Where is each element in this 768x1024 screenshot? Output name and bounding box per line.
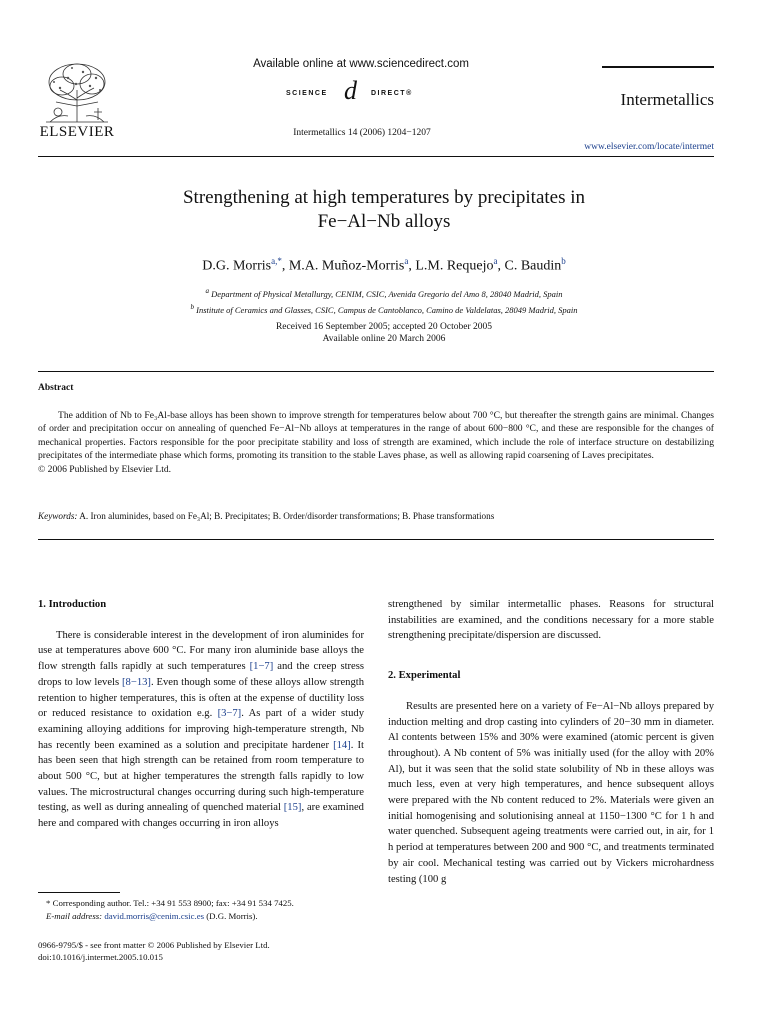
author-list [80, 256, 688, 275]
title-line-1: Strengthening at high temperatures by precipitates in [182, 187, 586, 208]
affiliations [80, 285, 688, 317]
affiliation-marker: a [205, 287, 210, 295]
journal-rule [602, 66, 714, 68]
author-name: D.G. Morris [202, 258, 272, 274]
reference-link[interactable]: [3−7] [217, 708, 242, 720]
article-dates [200, 321, 568, 345]
author-affiliation-link[interactable]: a,* [271, 256, 282, 266]
left-column [38, 597, 364, 832]
publisher-name: ELSEVIER [39, 124, 115, 140]
journal-name: Intermetallics [620, 90, 714, 109]
right-column [388, 597, 714, 887]
keywords [38, 511, 714, 521]
title-line-2: Fe−Al−Nb alloys [317, 211, 451, 232]
front-matter [38, 939, 364, 963]
available-date: Available online 20 March 2006 [322, 334, 446, 344]
keywords-label: Keywords: [38, 511, 78, 521]
abstract-top-rule [38, 371, 714, 372]
elsevier-tree-logo [38, 60, 116, 124]
author-affiliation-link[interactable]: a [493, 256, 498, 266]
footnote [38, 897, 364, 923]
journal-citation: Intermetallics 14 (2006) 1204−1207 [293, 128, 431, 138]
available-online-text: Available online at www.sciencedirect.com [253, 58, 469, 70]
abstract-copyright: © 2006 Published by Elsevier Ltd. [38, 463, 172, 475]
author-sep: , [408, 258, 416, 274]
abstract-heading: Abstract [38, 383, 74, 393]
author-affiliation-link[interactable]: a [404, 256, 409, 266]
author-affiliation-link[interactable]: b [561, 256, 566, 266]
abstract-body [38, 409, 714, 476]
introduction-continuation: strengthened by similar intermetallic phases. Reasons for structural instabilities are examined, and the conditions necessary for a more stable strengthening precipitate/dispersion are discussed. [388, 599, 714, 642]
affiliation-a [80, 285, 688, 301]
email-line [38, 910, 364, 923]
sd-science: SCIENCE [286, 90, 328, 97]
reference-link[interactable]: [14] [333, 739, 351, 751]
affiliation-marker: b [190, 302, 195, 311]
author-sep: , [497, 258, 505, 274]
author-name: L.M. Requejo [415, 258, 494, 274]
header-rule [38, 156, 714, 157]
doi-line: doi:10.1016/j.intermet.2005.10.015 [38, 952, 163, 962]
section-heading-introduction: 1. Introduction [38, 599, 107, 610]
reference-link[interactable]: [8−13] [122, 676, 151, 688]
sd-direct: DIRECT [371, 90, 407, 97]
reference-link[interactable]: [1−7] [249, 661, 274, 673]
email-link[interactable]: david.morris@cenim.csic.es [104, 911, 205, 921]
section-heading-experimental: 2. Experimental [388, 670, 461, 682]
email-suffix: (D.G. Morris). [204, 911, 258, 921]
affiliation-text: Institute of Ceramics and Glasses, CSIC, Campus de Cantoblanco, Camino de Valdelatas, 28049 Madrid, Spain [196, 304, 578, 315]
corresponding-author: * Corresponding author. Tel.: +34 91 553 8900; fax: +34 91 534 7425. [46, 898, 294, 908]
sd-mark: ® [406, 90, 413, 97]
introduction-paragraph: There is considerable interest in the development of iron aluminides for use at temperatures above 600 °C. For many iron aluminide base alloys the flow strength falls rapidly at such temperatures [1−7] and the creep stress drops to low levels [8−13]. Even though some of these alloys allow strength retention to higher temperatures, this is often at the expense of ductility loss or reduced resistance to oxidation e.g. [3−7]. As part of a wider study examining alloying additions for improving high-temperature strength, Nb has recently been examined as a solution and precipitate hardener [14]. It has been seen that high strength can be retained from room temperature to about 500 °C, but at higher temperatures the strength falls rapidly to low values. The microstructural changes occurring during such high-temperature testing, as well as during annealing of quenched material [15], are examined here and compared with changes occurring in iron alloys [38, 629, 364, 830]
sd-at-icon: d [344, 76, 357, 105]
author-sep: , [281, 258, 289, 274]
affiliation-b [80, 301, 688, 317]
email-label: E-mail address: [46, 911, 103, 921]
journal-url-link[interactable]: www.elsevier.com/locate/intermet [584, 142, 714, 152]
issn-line: 0966-9795/$ - see front matter © 2006 Published by Elsevier Ltd. [38, 940, 270, 950]
author-name: C. Baudin [504, 258, 562, 274]
article-title [80, 186, 688, 234]
sciencedirect-logo [248, 76, 478, 106]
footnote-rule [38, 892, 120, 893]
affiliation-text: Department of Physical Metallurgy, CENIM, CSIC, Avenida Gregorio del Amo 8, 28040 Madrid, Spain [211, 288, 563, 299]
abstract-bottom-rule [38, 539, 714, 540]
experimental-paragraph: Results are presented here on a variety of Fe−Al−Nb alloys prepared by induction melting and drop casting into cylinders of 20−30 mm in diameter. Al contents between 15% and 30% were examined (atomic percent is given throughout). A Nb content of 5% was initially used (for the alloy with 20% Al), but it was seen that the solid state solubility of Nb in these alloys was much less, even at very high temperatures, and hence subsequent alloys were prepared with the Nb content reduced to 2%. Materials were given an initial homogenising and solutionising anneal at 1150−1300 °C for 1 h and water quenched. Subsequent ageing treatments were carried out, in air, for 1 h period at temperatures between 200 and 900 °C, and treatments terminated by air cool. Mechanical testing was carried out by Vickers microhardness testing (100 g [388, 700, 714, 885]
keywords-list: A. Iron aluminides, based on Fe₃Al; B. Precipitates; B. Order/disorder transformations; B. Phase transformations [79, 511, 495, 521]
abstract-text: The addition of Nb to Fe₃Al-base alloys has been shown to improve strength for temperatures below about 700 °C, but thereafter the strength gains are minimal. Changes of order and precipitation occur on annealing of quenched Fe−Al−Nb alloys at temperatures in the range of about 600−800 °C, and these are responsible for the changes of mechanical properties. Factors responsible for the poor precipitate stability and loss of strength are examined, which include the role of interface structure on destabilizing precipitates of the intermediate phase which forms, promoting its transition to the stable Laves phase, as well as allowing rapid coarsening of Laves precipitates. [38, 410, 714, 462]
received-date: Received 16 September 2005; accepted 20 October 2005 [275, 322, 493, 332]
reference-link[interactable]: [15] [283, 802, 302, 814]
author-name: M.A. Muñoz-Morris [288, 258, 405, 274]
